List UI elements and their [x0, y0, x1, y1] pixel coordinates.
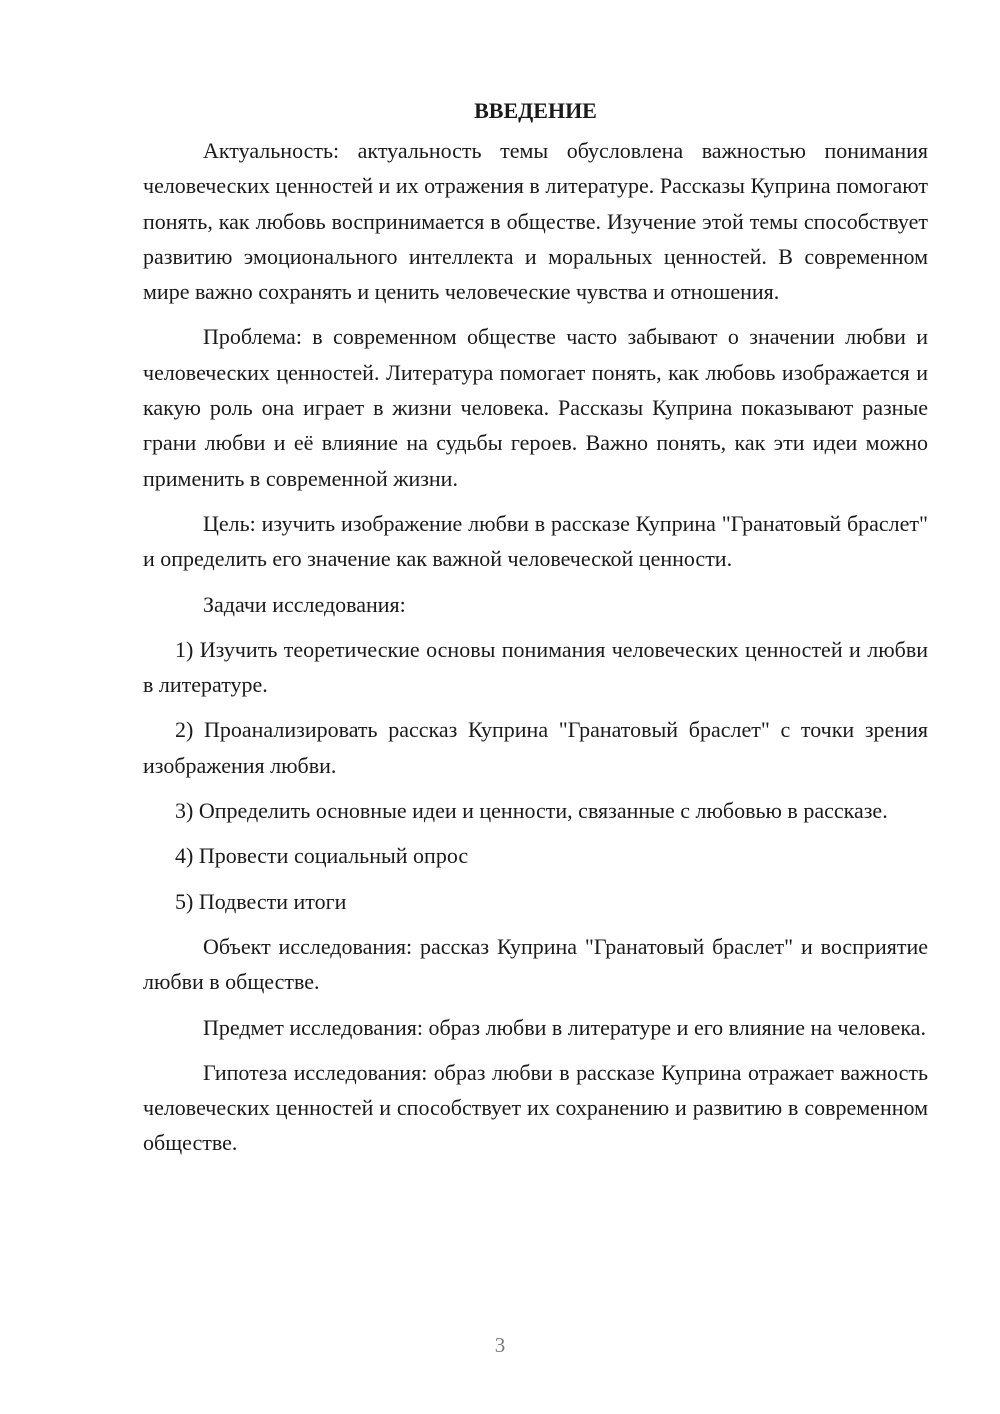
paragraph-hypothesis: Гипотеза исследования: образ любви в рассказе Куприна отражает важность человеческих ценностей и способствует их сохранению и развитию в современном обществе. [143, 1059, 928, 1156]
paragraph-tasks-heading: Задачи исследования: [203, 591, 406, 617]
paragraph-problem: Проблема: в современном обществе часто забывают о значении любви и человеческих ценностей. Литература помогает понять, как любовь изображается и какую роль она играет в жизни человека. Рассказы Куприна показывают разные грани любви и её влияние на судьбы героев. Важно понять, как эти идеи можно применить в современной жизни. [143, 324, 928, 491]
task-item: 5) Подвести итоги [175, 888, 347, 914]
task-item: 2) Проанализировать рассказ Куприна "Гранатовый браслет" с точки зрения изображения любви. [143, 717, 928, 778]
document-page [143, 93, 928, 1171]
page-number: 3 [494, 1333, 506, 1357]
paragraph-subject: Предмет исследования: образ любви в литературе и его влияние на человека. [203, 1014, 926, 1040]
task-item: 1) Изучить теоретические основы понимания человеческих ценностей и любви в литературе. [143, 636, 928, 698]
paragraph-goal: Цель: изучить изображение любви в рассказе Куприна "Гранатовый браслет" и определить его значение как важной человеческой ценности. [143, 510, 928, 572]
document-title: ВВЕДЕНИЕ [474, 98, 597, 123]
paragraph-object: Объект исследования: рассказ Куприна "Гранатовый браслет" и восприятие любви в обществе. [143, 933, 928, 995]
task-item: 4) Провести социальный опрос [175, 843, 469, 869]
task-item: 3) Определить основные идеи и ценности, связанные с любовью в рассказе. [175, 798, 888, 824]
paragraph-relevance: Актуальность: актуальность темы обусловлена важностью понимания человеческих ценностей и их отражения в литературе. Рассказы Куприна помогают понять, как любовь воспринимается в обществе. Изучение этой темы способствует развитию эмоционального интеллекта и моральных ценностей. В современном мире важно сохранять и ценить человеческие чувства и отношения. [143, 138, 928, 305]
